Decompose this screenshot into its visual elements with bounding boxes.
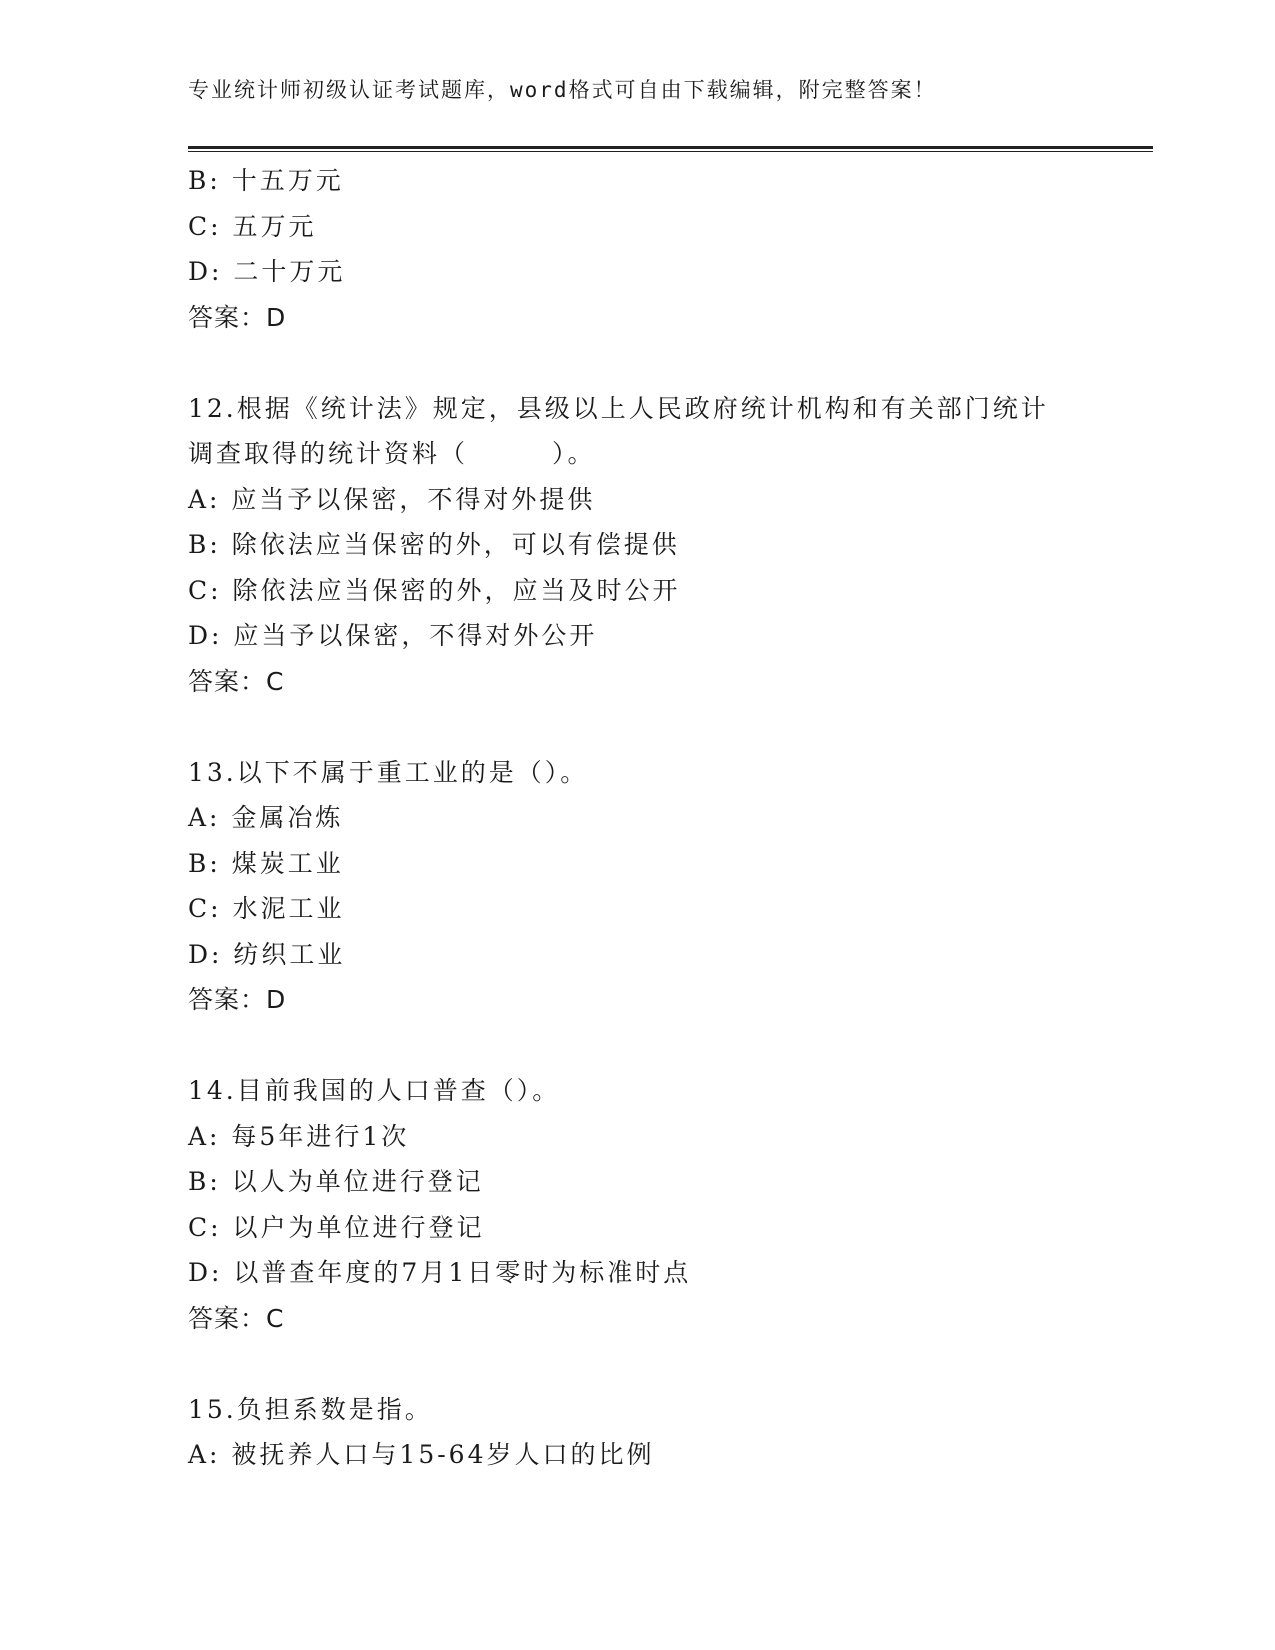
option-c: C: 除依法应当保密的外，应当及时公开	[188, 575, 681, 605]
question-14	[188, 1068, 1148, 1341]
question-stem: 12.根据《统计法》规定，县级以上人民政府统计机构和有关部门统计	[188, 393, 1049, 423]
option-a: A: 金属冶炼	[188, 803, 344, 832]
question-12	[188, 386, 1148, 705]
document-body	[188, 158, 1148, 1478]
option-b: B: 以人为单位进行登记	[188, 1167, 484, 1196]
question-13	[188, 750, 1148, 1023]
option-d: D: 以普查年度的7月1日零时为标准时点	[188, 1258, 692, 1287]
question-stem: 15.负担系数是指。	[188, 1394, 433, 1424]
option-b: B: 十五万元	[188, 166, 344, 195]
question-15	[188, 1387, 1148, 1478]
option-b: B: 除依法应当保密的外，可以有偿提供	[188, 530, 680, 559]
header-divider-thick	[188, 146, 1153, 149]
option-b: B: 煤炭工业	[188, 848, 344, 878]
option-c: C: 水泥工业	[188, 894, 345, 923]
header-divider-thin	[188, 151, 1153, 152]
answer: 答案：D	[188, 985, 287, 1014]
answer: 答案：D	[188, 302, 287, 332]
question-stem: 13.以下不属于重工业的是（）。	[188, 757, 589, 787]
option-a: A: 应当予以保密，不得对外提供	[188, 484, 596, 514]
partial-question	[188, 158, 1148, 340]
option-c: C: 五万元	[188, 211, 317, 241]
option-d: D: 纺织工业	[188, 939, 346, 969]
answer: 答案：C	[188, 1303, 285, 1333]
page-header: 专业统计师初级认证考试题库，word格式可自由下载编辑，附完整答案！	[188, 78, 937, 102]
question-stem: 14.目前我国的人口普查（）。	[188, 1076, 561, 1105]
question-stem-continued: 调查取得的统计资料（ ）。	[188, 439, 596, 468]
option-a: A: 被抚养人口与15-64岁人口的比例	[188, 1440, 655, 1469]
option-d: D: 应当予以保密，不得对外公开	[188, 621, 598, 650]
option-a: A: 每5年进行1次	[188, 1121, 410, 1151]
answer: 答案：C	[188, 666, 285, 696]
option-d: D: 二十万元	[188, 257, 346, 286]
option-c: C: 以户为单位进行登记	[188, 1212, 485, 1242]
